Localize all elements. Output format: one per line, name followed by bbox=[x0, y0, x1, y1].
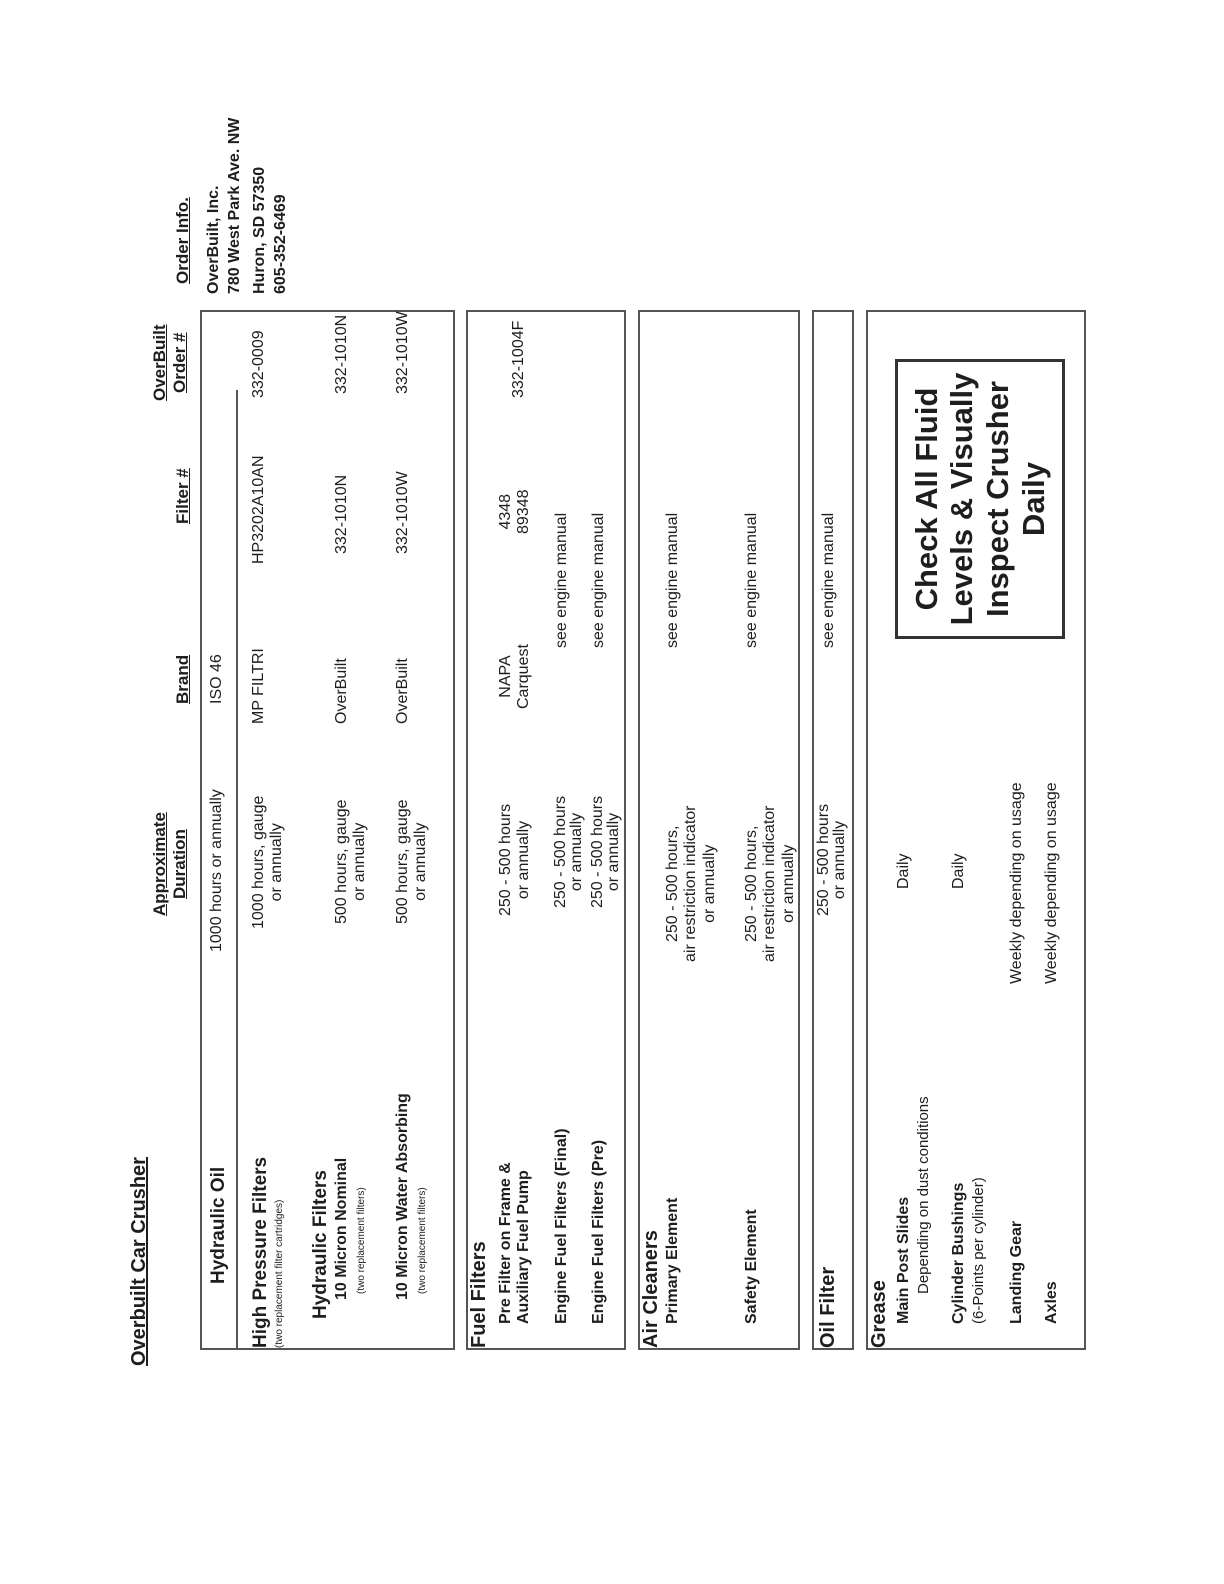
header-order-info: Order Info. bbox=[173, 197, 192, 284]
landing-gear-duration: Weekly depending on usage bbox=[1008, 782, 1025, 984]
engine-fuel-final-duration: 250 - 500 hours or annually bbox=[552, 795, 585, 908]
cylinder-bushings-duration: Daily bbox=[950, 853, 967, 889]
engine-fuel-final-label: Engine Fuel Filters (Final) bbox=[553, 1128, 570, 1324]
pre-filter-number: 4348 89348 bbox=[497, 489, 533, 534]
pre-filter-duration: 250 - 500 hours or annually bbox=[497, 803, 533, 916]
hydraulic-divider bbox=[236, 390, 238, 1350]
landing-gear-label: Landing Gear bbox=[1008, 1220, 1025, 1324]
main-post-duration: Daily bbox=[895, 853, 912, 889]
absorbing-filter-order: 332-1010W bbox=[394, 311, 411, 394]
pre-filter-brand: NAPA Carquest bbox=[497, 644, 533, 709]
absorbing-filter-note: (two replacement filters) bbox=[417, 1187, 428, 1294]
daily-inspection-text: Check All Fluid Levels & Visually Inspect Crusher Daily bbox=[908, 372, 1051, 626]
engine-fuel-final-manual: see engine manual bbox=[553, 512, 570, 648]
nominal-filter-label: 10 Micron Nominal bbox=[333, 1157, 350, 1300]
hydraulic-oil-duration: 1000 hours or annually bbox=[208, 789, 225, 952]
nominal-filter-duration: 500 hours, gauge or annually bbox=[333, 799, 369, 924]
document-title: Overbuilt Car Crusher bbox=[128, 1157, 150, 1366]
high-pressure-duration: 1000 hours, gauge or annually bbox=[250, 795, 286, 929]
hydraulic-oil-label: Hydraulic Oil bbox=[208, 1166, 229, 1284]
primary-element-manual: see engine manual bbox=[664, 512, 681, 648]
safety-element-manual: see engine manual bbox=[743, 512, 760, 648]
oil-filter-manual: see engine manual bbox=[820, 512, 837, 648]
high-pressure-filter: HP3202A10AN bbox=[250, 455, 267, 564]
oil-filter-duration: 250 - 500 hours or annually bbox=[815, 803, 848, 916]
pre-filter-label: Pre Filter on Frame & Auxiliary Fuel Pump bbox=[497, 1162, 533, 1324]
absorbing-filter-label: 10 Micron Water Absorbing bbox=[394, 1093, 411, 1300]
order-phone: 605-352-6469 bbox=[272, 194, 289, 294]
header-brand: Brand bbox=[173, 654, 192, 704]
engine-fuel-pre-manual: see engine manual bbox=[590, 512, 607, 648]
high-pressure-order: 332-0009 bbox=[250, 330, 267, 398]
nominal-filter-order: 332-1010N bbox=[333, 314, 350, 394]
air-cleaners-label: Air Cleaners bbox=[640, 1230, 662, 1348]
high-pressure-brand: MP FILTRI bbox=[250, 648, 267, 724]
high-pressure-label: High Pressure Filters bbox=[250, 1156, 271, 1348]
nominal-filter-brand: OverBuilt bbox=[333, 658, 350, 724]
order-city: Huron, SD 57350 bbox=[251, 166, 268, 294]
absorbing-filter-brand: OverBuilt bbox=[394, 658, 411, 724]
engine-fuel-pre-label: Engine Fuel Filters (Pre) bbox=[590, 1139, 607, 1324]
hydraulic-oil-brand: ISO 46 bbox=[208, 654, 225, 704]
header-order: OverBuilt Order # bbox=[150, 324, 189, 401]
nominal-filter-number: 332-1010N bbox=[333, 474, 350, 554]
primary-element-duration: 250 - 500 hours, air restriction indicator or annually bbox=[664, 805, 718, 962]
oil-filter-label: Oil Filter bbox=[817, 1266, 839, 1348]
order-street: 780 West Park Ave. NW bbox=[226, 117, 243, 294]
fuel-filters-label: Fuel Filters bbox=[468, 1241, 490, 1348]
header-filter: Filter # bbox=[173, 468, 192, 524]
daily-inspection-callout bbox=[895, 359, 1065, 639]
axles-duration: Weekly depending on usage bbox=[1043, 782, 1060, 984]
absorbing-filter-number: 332-1010W bbox=[394, 471, 411, 554]
grease-label: Grease bbox=[868, 1280, 890, 1348]
primary-element-label: Primary Element bbox=[664, 1197, 681, 1324]
cylinder-bushings-note: (6-Points per cylinder) bbox=[970, 1177, 987, 1324]
cylinder-bushings-label: Cylinder Bushings bbox=[950, 1182, 967, 1324]
absorbing-filter-duration: 500 hours, gauge or annually bbox=[394, 799, 430, 924]
engine-fuel-pre-duration: 250 - 500 hours or annually bbox=[589, 795, 622, 908]
hydraulic-filters-label: Hydraulic Filters bbox=[310, 1170, 331, 1319]
order-company: OverBuilt, Inc. bbox=[205, 185, 222, 294]
nominal-filter-note: (two replacement filters) bbox=[356, 1187, 367, 1294]
main-post-note: Depending on dust conditions bbox=[915, 1096, 932, 1294]
pre-filter-order: 332-1004F bbox=[510, 320, 527, 398]
main-post-label: Main Post Slides bbox=[895, 1196, 912, 1324]
header-duration: Approximate Duration bbox=[150, 812, 189, 916]
safety-element-label: Safety Element bbox=[743, 1209, 760, 1324]
axles-label: Axles bbox=[1043, 1281, 1060, 1324]
high-pressure-note: (two replacement filter cartridges) bbox=[274, 1199, 285, 1348]
safety-element-duration: 250 - 500 hours, air restriction indicator or annually bbox=[743, 805, 797, 962]
